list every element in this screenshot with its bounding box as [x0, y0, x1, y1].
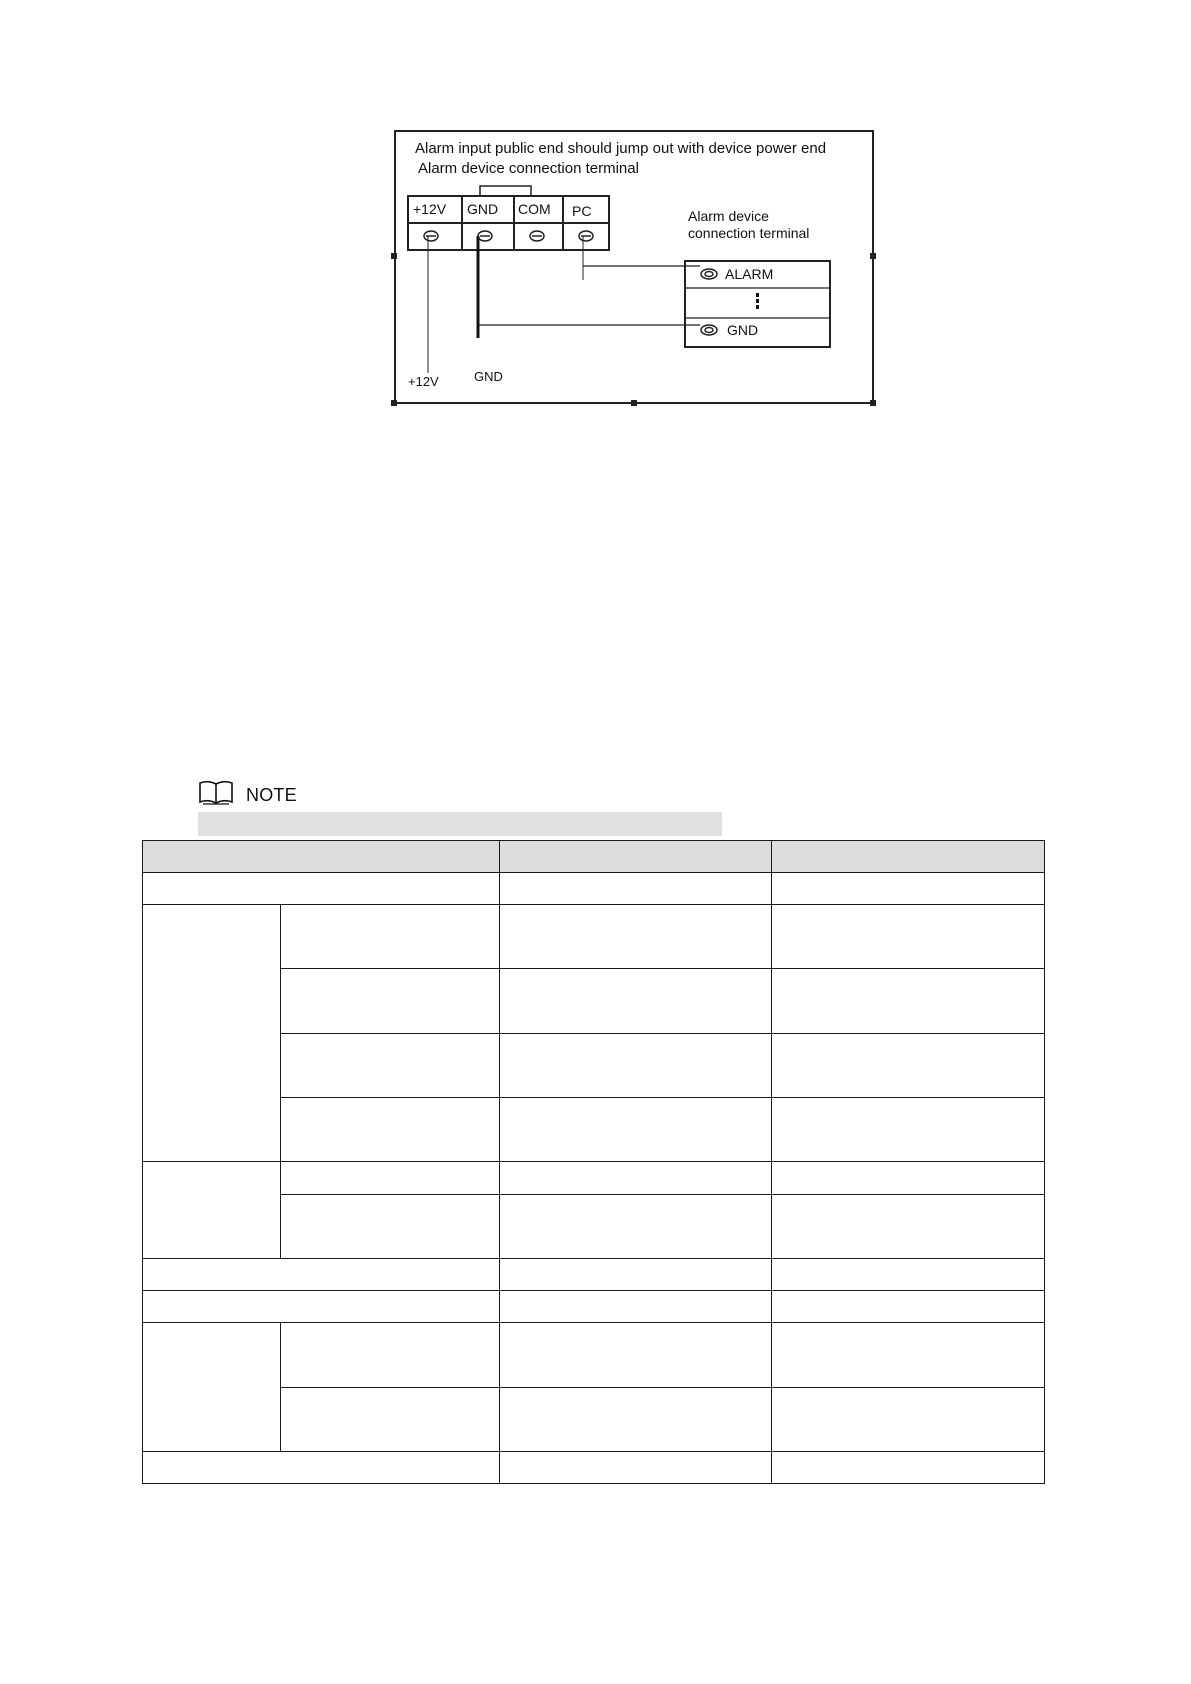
table-cell — [500, 1194, 772, 1258]
table-cell — [500, 1098, 772, 1162]
table-cell — [281, 969, 500, 1033]
note-label: NOTE — [246, 784, 297, 805]
table-cell — [772, 1162, 1045, 1194]
device-label-line-1: Alarm device — [688, 208, 769, 224]
table-cell — [772, 969, 1045, 1033]
terminal-label-com: COM — [518, 201, 551, 217]
table-row — [143, 905, 1045, 969]
terminal-label-12v: +12V — [413, 201, 447, 217]
table-row — [143, 873, 1045, 905]
jumper-wire — [480, 186, 531, 196]
table-header-cell — [500, 841, 772, 873]
wiring-diagram — [0, 0, 1191, 420]
table-cell — [772, 1098, 1045, 1162]
table-cell — [281, 905, 500, 969]
bottom-gnd-label: GND — [474, 369, 503, 384]
spec-table — [142, 840, 1045, 1484]
table-header-row — [143, 841, 1045, 873]
table-row — [143, 1451, 1045, 1483]
table-cell — [143, 1451, 500, 1483]
ellipsis-icon — [756, 293, 759, 309]
screw-icon — [424, 231, 438, 241]
table-header-cell — [143, 841, 500, 873]
book-icon — [198, 780, 234, 811]
device-alarm-label: ALARM — [725, 266, 774, 282]
device-gnd-label: GND — [727, 322, 759, 338]
table-row — [143, 1258, 1045, 1290]
table-cell — [500, 1323, 772, 1387]
frame-handle — [391, 400, 397, 406]
table-cell — [281, 1323, 500, 1387]
table-cell — [772, 905, 1045, 969]
screw-icon — [701, 269, 717, 279]
table-cell — [772, 1291, 1045, 1323]
table-cell — [281, 1387, 500, 1451]
frame-handle — [631, 400, 637, 406]
table-cell — [500, 873, 772, 905]
note-heading — [198, 778, 297, 812]
caption-line-2: Alarm device connection terminal — [418, 160, 639, 177]
table-cell — [772, 1323, 1045, 1387]
table-cell — [500, 1387, 772, 1451]
table-cell — [500, 905, 772, 969]
table-cell — [500, 1162, 772, 1194]
caption-line-1: Alarm input public end should jump out with device power end — [415, 140, 827, 157]
table-row — [143, 1162, 1045, 1194]
table-cell — [772, 1258, 1045, 1290]
device-label-line-2: connection terminal — [688, 225, 810, 241]
table-cell — [772, 1194, 1045, 1258]
terminal-label-gnd: GND — [467, 201, 499, 217]
table-cell — [143, 1258, 500, 1290]
table-group-cell — [143, 1162, 281, 1258]
screw-icon — [701, 325, 717, 335]
table-row — [143, 1291, 1045, 1323]
table-row — [143, 1323, 1045, 1387]
table-cell — [772, 873, 1045, 905]
table-cell — [772, 1033, 1045, 1097]
table-group-cell — [143, 905, 281, 1162]
table-cell — [281, 1098, 500, 1162]
frame-handle — [391, 253, 397, 259]
frame-handle — [870, 400, 876, 406]
table-group-cell — [143, 1323, 281, 1452]
table-cell — [281, 1194, 500, 1258]
table-cell — [772, 1387, 1045, 1451]
table-cell — [500, 1291, 772, 1323]
table-cell — [500, 1033, 772, 1097]
table-cell — [500, 969, 772, 1033]
screw-icon — [579, 231, 593, 241]
table-header-cell — [772, 841, 1045, 873]
table-cell — [772, 1451, 1045, 1483]
bottom-12v-label: +12V — [408, 374, 439, 389]
screw-icon — [478, 231, 492, 241]
screw-icon — [530, 231, 544, 241]
table-cell — [143, 1291, 500, 1323]
table-cell — [281, 1033, 500, 1097]
table-cell — [500, 1258, 772, 1290]
table-cell — [500, 1451, 772, 1483]
terminal-label-pc: PC — [572, 203, 592, 219]
note-highlight-bar — [198, 812, 722, 836]
table-cell — [143, 873, 500, 905]
table-cell — [281, 1162, 500, 1194]
frame-handle — [870, 253, 876, 259]
